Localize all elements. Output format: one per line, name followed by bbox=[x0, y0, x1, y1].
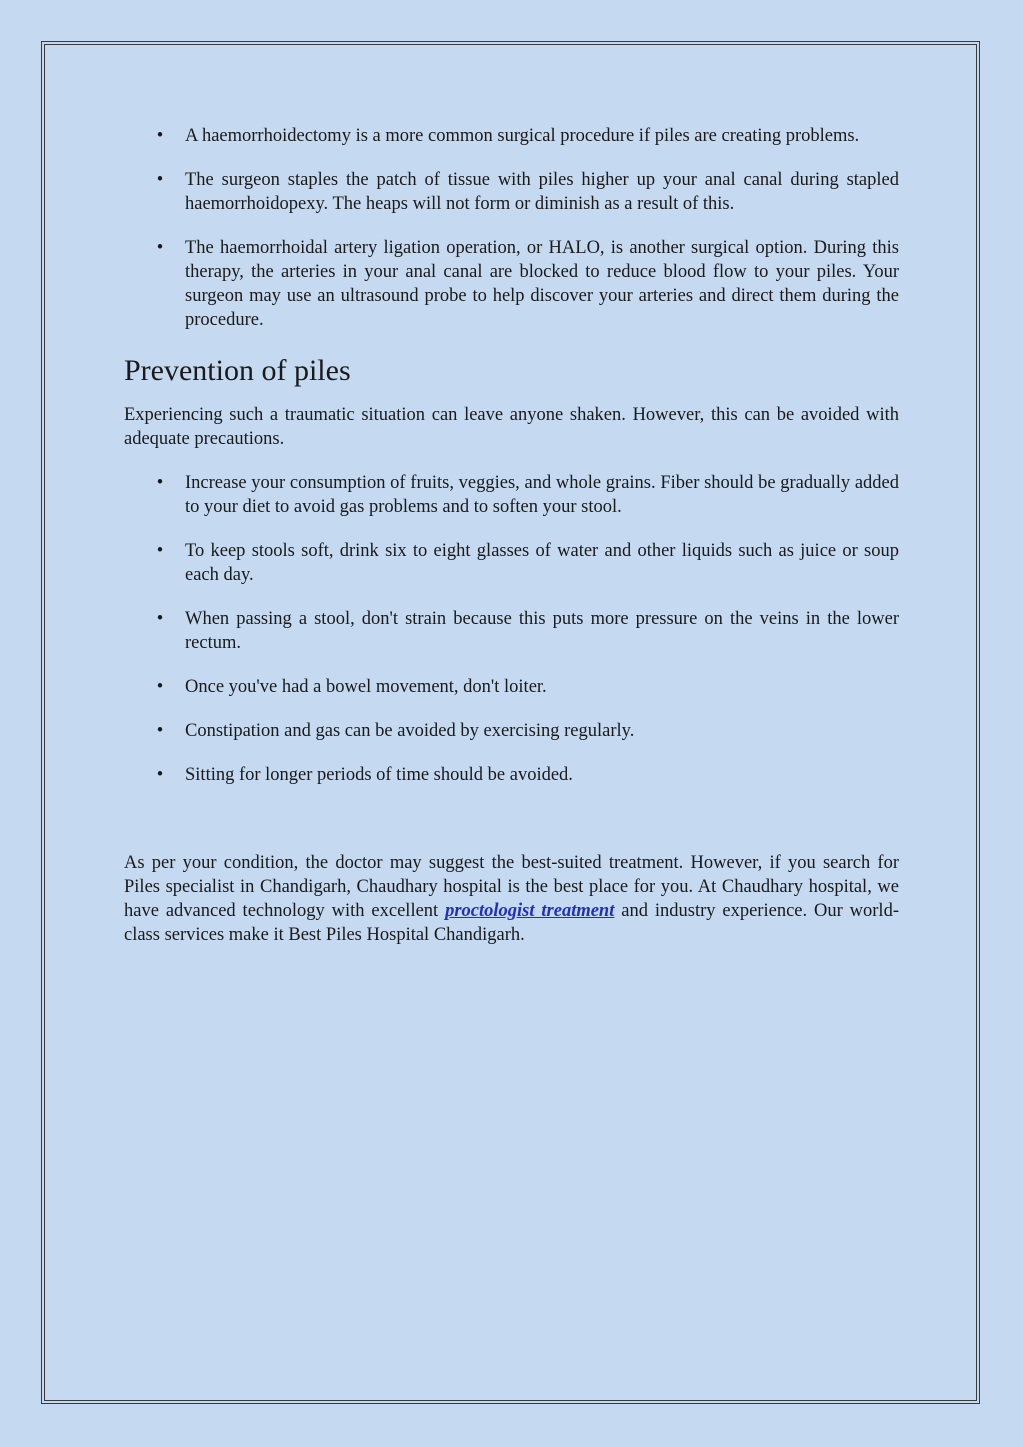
bullet-icon: • bbox=[156, 541, 164, 561]
list-item-text: Sitting for longer periods of time should be avoided. bbox=[185, 765, 573, 785]
closing-text-before-link: As per your condition, the doctor may suggest the best-suited treatment. However, if you search for Piles specialist in Chandigarh, Chaudhary hospital is the best place for you. At Chaudhary hospital, we have advanced technology with excellent bbox=[124, 853, 899, 921]
list-item-text: The haemorrhoidal artery ligation operation, or HALO, is another surgical option. During this therapy, the arteries in your anal canal are blocked to reduce blood flow to your piles. Your surgeon may use an ultrasound probe to help discover your arteries and direct them during the procedure. bbox=[185, 238, 899, 330]
list-item bbox=[124, 471, 899, 519]
bullet-icon: • bbox=[156, 238, 164, 258]
surgical-options-list bbox=[124, 124, 899, 332]
list-item bbox=[124, 675, 899, 699]
bullet-icon: • bbox=[156, 765, 164, 785]
intro-paragraph: Experiencing such a traumatic situation can leave anyone shaken. However, this can be avoided with adequate precautions. bbox=[124, 405, 899, 449]
bullet-icon: • bbox=[156, 473, 164, 493]
list-item-text: Constipation and gas can be avoided by exercising regularly. bbox=[185, 721, 635, 741]
list-item-text: Increase your consumption of fruits, veggies, and whole grains. Fiber should be gradually added to your diet to avoid gas problems and to soften your stool. bbox=[185, 473, 899, 517]
bullet-icon: • bbox=[156, 677, 164, 697]
bullet-icon: • bbox=[156, 721, 164, 741]
bullet-icon: • bbox=[156, 126, 164, 146]
list-item bbox=[124, 539, 899, 587]
list-item bbox=[124, 719, 899, 743]
list-item-text: The surgeon staples the patch of tissue with piles higher up your anal canal during stapled haemorrhoidopexy. The heaps will not form or diminish as a result of this. bbox=[185, 170, 899, 214]
list-item-text: A haemorrhoidectomy is a more common surgical procedure if piles are creating problems. bbox=[185, 126, 860, 146]
bullet-icon: • bbox=[156, 170, 164, 190]
document-content bbox=[124, 124, 899, 947]
list-item bbox=[124, 236, 899, 332]
bullet-icon: • bbox=[156, 609, 164, 629]
list-item bbox=[124, 168, 899, 216]
list-item-text: To keep stools soft, drink six to eight glasses of water and other liquids such as juice or soup each day. bbox=[185, 541, 899, 585]
list-item bbox=[124, 607, 899, 655]
proctologist-treatment-link[interactable]: proctologist treatment bbox=[445, 901, 615, 921]
list-item bbox=[124, 763, 899, 787]
closing-text-after-link: and industry experience. Our world-class services make it Best Piles Hospital Chandigarh. bbox=[124, 901, 899, 945]
closing-paragraph bbox=[124, 851, 899, 947]
prevention-list bbox=[124, 471, 899, 787]
list-item-text: When passing a stool, don't strain because this puts more pressure on the veins in the lower rectum. bbox=[185, 609, 899, 653]
list-item bbox=[124, 124, 899, 148]
section-heading: Prevention of piles bbox=[124, 354, 351, 387]
list-item-text: Once you've had a bowel movement, don't loiter. bbox=[185, 677, 547, 697]
